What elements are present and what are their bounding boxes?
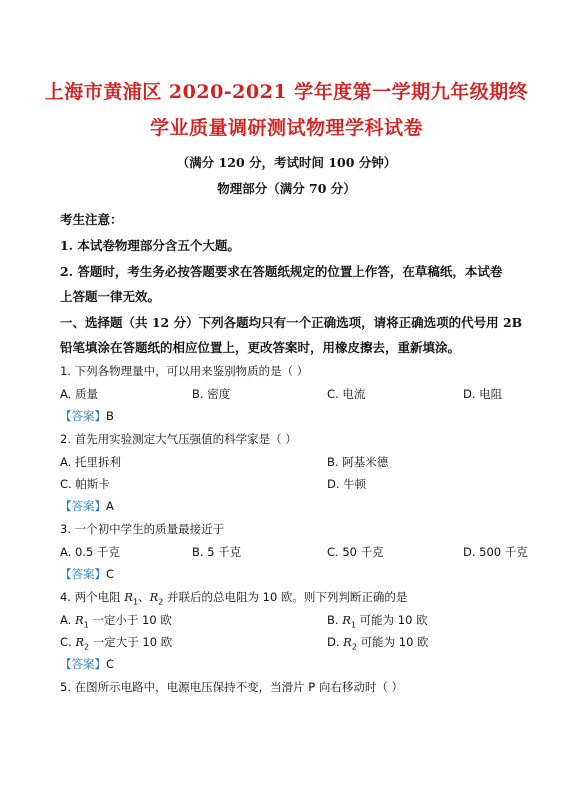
section-note: 物理部分（满分 70 分） [217,181,356,196]
subscript: 1 [132,597,139,607]
question-3-stem: 3. 一个初中学生的质量最接近于 [60,522,225,536]
question-5-stem: 5. 在图所示电路中，电源电压保持不变，当滑片 P 向右移动时（ ） [60,680,404,694]
answer-tag: 【答案】 [60,499,106,513]
question-2-answer [60,498,114,514]
variable-r2: R [149,590,159,604]
question-4-option-b [327,612,428,629]
option-text: 一定小于 10 欧 [88,613,172,627]
section1-instruction-line1: 一、选择题（共 12 分）下列各题均只有一个正确选项，请将正确选项的代号用 2B [60,315,523,330]
question-3-option-a: A. 0.5 千克 [60,545,120,559]
question-4-option-a [60,612,172,629]
notice-item-2-line2: 上答题一律无效。 [60,289,161,304]
exam-title-line2: 学业质量调研测试物理学科试卷 [149,117,423,139]
answer-value: A [106,499,114,513]
answer-value: B [106,409,114,423]
option-variable: R [342,613,351,627]
answer-value: C [106,567,115,581]
score-note: （满分 120 分，考试时间 100 分钟） [176,155,397,170]
subscript: 2 [84,642,90,652]
notice-item-2-line1: 2. 答题时，考生务必按答题要求在答题纸规定的位置上作答，在草稿纸，本试卷 [60,264,503,279]
option-text: 一定大于 10 欧 [89,635,173,649]
question-3-option-b: B. 5 千克 [192,545,242,559]
question-2-option-d: D. 牛顿 [327,477,367,491]
section1-instruction-line2: 铅笔填涂在答题纸的相应位置上，更改答案时，用橡皮擦去，重新填涂。 [60,340,461,355]
stem-prefix: 4. 两个电阻 [60,590,125,604]
answer-tag: 【答案】 [60,567,106,581]
option-text: 可能为 10 欧 [356,635,429,649]
stem-separator: 、 [138,590,150,604]
subscript: 1 [83,620,89,630]
option-label: D. [327,635,344,649]
question-2-stem: 2. 首先用实验测定大气压强值的科学家是（ ） [60,432,297,446]
question-4-option-d [327,634,429,651]
notice-heading: 考生注意： [60,212,123,227]
option-label: B. [327,613,343,627]
question-3-option-c: C. 50 千克 [327,545,384,559]
option-label: C. [60,635,76,649]
question-1-answer [60,408,114,424]
answer-tag: 【答案】 [60,657,106,671]
question-4-stem [60,589,407,606]
variable-r1: R [124,590,133,604]
exam-title-line1: 上海市黄浦区 2020-2021 学年度第一学期九年级期终 [44,81,529,103]
question-3-answer [60,566,114,582]
question-1-option-a: A. 质量 [60,387,98,401]
question-2-option-b: B. 阿基米德 [327,455,389,469]
question-1-option-c: C. 电流 [327,387,366,401]
subscript: 1 [350,620,356,630]
subscript: 2 [351,642,357,652]
question-1-option-d: D. 电阻 [463,387,503,401]
option-label: A. [60,613,75,627]
option-variable: R [75,635,85,649]
question-4-option-c [60,634,172,651]
question-4-answer [60,656,114,672]
option-variable: R [74,613,84,627]
subscript: 2 [158,597,164,607]
option-text: 可能为 10 欧 [355,613,428,627]
question-1-stem: 1. 下列各物理量中，可以用来鉴别物质的是（ ） [60,364,309,378]
option-variable: R [343,635,352,649]
question-3-option-d: D. 500 千克 [463,545,528,559]
question-2-option-a: A. 托里拆利 [60,455,121,469]
notice-item-1: 1. 本试卷物理部分含五个大题。 [60,238,240,253]
answer-value: C [106,657,115,671]
stem-suffix: 并联后的总电阻为 10 欧。则下列判断正确的是 [163,590,408,604]
question-1-option-b: B. 密度 [192,387,231,401]
answer-tag: 【答案】 [60,409,106,423]
question-2-option-c: C. 帕斯卡 [60,477,110,491]
